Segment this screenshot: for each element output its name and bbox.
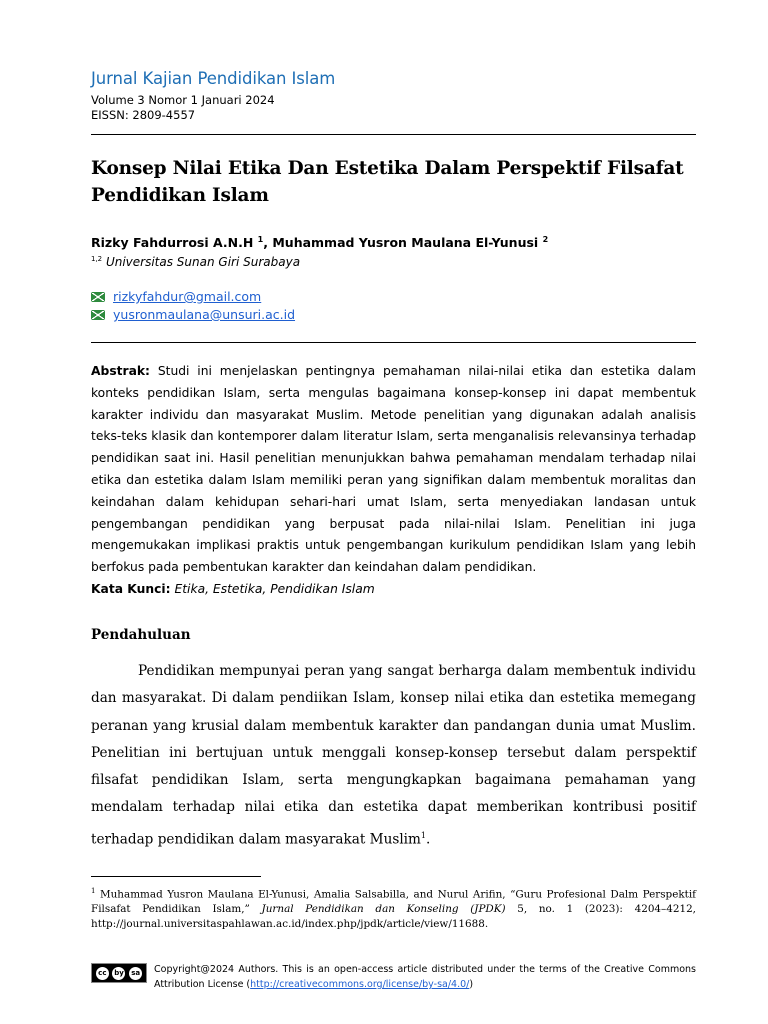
- license-text-a: Copyright@2024 Authors. This is an open-access article distributed under the terms of the Creative Commons Attribution License (: [154, 964, 696, 990]
- footnote-number: 1: [91, 887, 96, 895]
- footnote-ref[interactable]: 1: [420, 830, 426, 840]
- affiliation-sup: 1,2: [91, 255, 103, 263]
- email-link-1[interactable]: rizkyfahdur@gmail.com: [113, 289, 262, 304]
- abstract-label: Abstrak:: [91, 364, 150, 378]
- abstract-text: Studi ini menjelaskan pentingnya pemahaman nilai-nilai etika dan estetika dalam konteks pendidikan Islam, serta mengulas bagaimana konsep-konsep ini dapat membentuk karakter individu dan masyarakat Muslim. Metode penelitian yang digunakan adalah analisis teks-teks klasik dan kontemporer dalam literatur Islam, serta menganalisis relevansinya terhadap pendidikan saat ini. Hasil penelitian menunjukkan bahwa pemahaman mendalam terhadap nilai etika dan estetika dalam Islam memiliki peran yang signifikan dalam membentuk moralitas dan keindahan dalam kehidupan sehari-hari umat Islam, serta menyediakan landasan untuk pengembangan pendidikan yang berpusat pada nilai-nilai Islam. Penelitian ini juga mengemukakan implikasi praktis untuk pengembangan kurikulum pendidikan Islam yang lebih berfokus pada pembentukan karakter dan keindahan dalam pendidikan.: [91, 364, 696, 575]
- footnote-text-b: 5, no. 1 (2023): 4204–4212, http://journal.universitaspahlawan.ac.id/index.php/jpdk/article/view/11688.: [91, 903, 696, 931]
- by-icon: by: [112, 967, 125, 980]
- author-line: [91, 235, 548, 250]
- license-text-b: ): [469, 979, 474, 990]
- affiliation: [91, 255, 300, 269]
- author-separator: , Muhammad Yusron Maulana El-Yunusi: [263, 235, 543, 251]
- email-link-2[interactable]: yusronmaulana@unsuri.ac.id: [113, 307, 296, 322]
- email-row-2: [91, 307, 295, 322]
- footnote-journal: Jurnal Pendidikan dan Konseling (JPDK): [261, 903, 506, 916]
- footnote: [91, 884, 696, 932]
- license-link[interactable]: http://creativecommons.org/license/by-sa/4.0/: [250, 979, 470, 990]
- cc-by-sa-license-icon: [91, 963, 147, 983]
- abstract: [91, 361, 696, 579]
- cc-icon: cc: [96, 967, 109, 980]
- body-paragraph: [91, 658, 696, 854]
- section-heading: Pendahuluan: [91, 627, 191, 643]
- volume-line: Volume 3 Nomor 1 Januari 2024: [91, 93, 275, 107]
- email-row-1: [91, 289, 261, 304]
- mail-icon: [91, 310, 105, 320]
- issn-line: EISSN: 2809-4557: [91, 108, 196, 122]
- keywords-value: Etika, Estetika, Pendidikan Islam: [170, 582, 375, 596]
- abstract-divider: [91, 342, 696, 343]
- author-1-sup: 1: [257, 235, 264, 244]
- footnote-text-a: Muhammad Yusron Maulana El-Yunusi, Amalia Salsabilla, and Nurul Arifin, “Guru Profesional Dalm Perspektif Filsafat Pendidikan Islam,”: [91, 888, 696, 916]
- paper-title: Konsep Nilai Etika Dan Estetika Dalam Perspektif Filsafat Pendidikan Islam: [91, 158, 684, 206]
- footnote-divider: [91, 876, 261, 877]
- keywords: [91, 582, 375, 596]
- author-2-sup: 2: [542, 235, 549, 244]
- keywords-label: Kata Kunci:: [91, 582, 171, 596]
- author-1: Rizky Fahdurrosi A.N.H: [91, 235, 258, 251]
- paragraph-text: Pendidikan mempunyai peran yang sangat berharga dalam membentuk individu dan masyarakat. Di dalam pendiikan Islam, konsep nilai etika dan estetika memegang peranan yang krusial dalam membentuk karakter dan pandangan dunia umat Muslim. Penelitian ini bertujuan untuk menggali konsep-konsep tersebut dalam perspektif filsafat pendidikan Islam, serta mengungkapkan bagaimana pemahaman yang mendalam terhadap nilai etika dan estetika dapat memberikan kontribusi positif terhadap pendidikan dalam masyarakat Muslim: [91, 663, 696, 848]
- mail-icon: [91, 292, 105, 302]
- license-text: [154, 962, 696, 992]
- sa-icon: sa: [129, 967, 142, 980]
- journal-name: Jurnal Kajian Pendidikan Islam: [91, 69, 336, 88]
- affiliation-text: Universitas Sunan Giri Surabaya: [102, 255, 301, 269]
- header-divider: [91, 134, 696, 135]
- paragraph-end: .: [426, 831, 431, 848]
